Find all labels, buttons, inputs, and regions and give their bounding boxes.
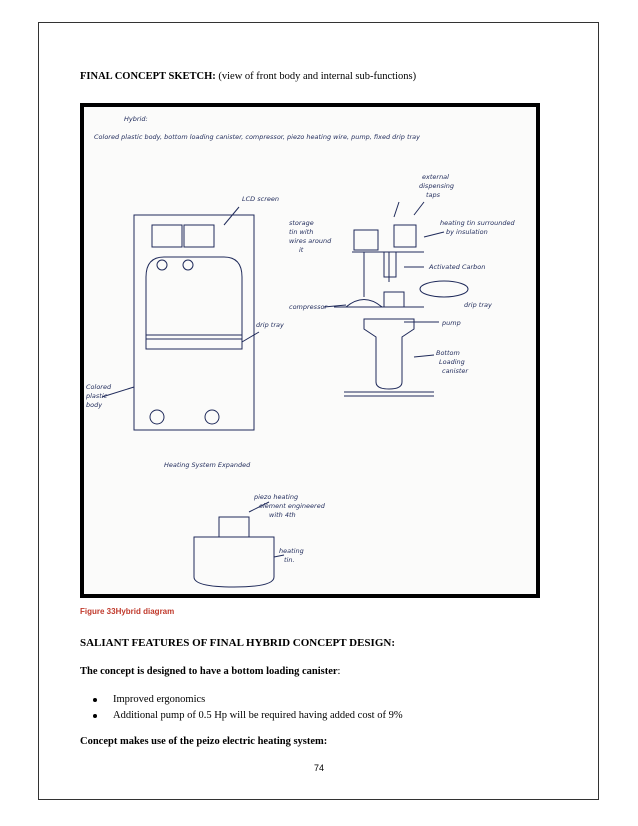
compressor-dome — [346, 300, 382, 308]
drip-tray-right — [420, 281, 468, 297]
label-taps-2: dispensing — [419, 182, 455, 190]
storage-tin — [354, 230, 378, 250]
label-heating-tin-1: heating — [279, 547, 304, 555]
heating-tin-expanded — [194, 537, 274, 587]
list-item — [93, 692, 403, 708]
paragraph-canister-tail: : — [337, 666, 341, 677]
tap-left — [157, 260, 167, 270]
hybrid-sketch — [84, 107, 536, 594]
label-storage-2: tin with — [289, 228, 314, 236]
paragraph-piezo-bold: Concept makes use of the peizo electric heating system: — [80, 736, 328, 747]
piezo-element — [219, 517, 249, 537]
activated-carbon-filter — [384, 252, 396, 277]
label-colored-body-2: plastic — [86, 392, 108, 400]
paragraph-canister-bold: The concept is designed to have a bottom loading canister — [80, 666, 338, 677]
figure-heading — [80, 71, 416, 82]
list-item-text: Additional pump of 0.5 Hp will be required having added cost of 9% — [113, 710, 403, 721]
label-pump: pump — [442, 319, 461, 327]
wheel-right — [205, 410, 219, 424]
figure-heading-bold: FINAL CONCEPT SKETCH: — [80, 71, 216, 82]
figure-caption: Figure 33Hybrid diagram — [80, 607, 175, 616]
tap-right — [183, 260, 193, 270]
label-drip-tray: drip tray — [256, 321, 284, 329]
label-colored-body-3: body — [86, 401, 103, 409]
list-item — [93, 708, 403, 724]
label-canister-2: Loading — [439, 358, 465, 366]
sketch-subtitle: Colored plastic body, bottom loading canister, compressor, piezo heating wire, pump, fixed drip tray — [94, 133, 421, 141]
label-insulation-2: by insulation — [446, 228, 488, 236]
label-compressor: compressor — [289, 303, 328, 311]
label-piezo-3: with 4th — [269, 511, 296, 519]
paragraph-piezo — [80, 736, 327, 747]
label-colored-body-1: Colored — [86, 383, 112, 391]
drip-tray — [146, 335, 242, 349]
sketch-paper — [84, 107, 536, 594]
page-number: 74 — [313, 763, 324, 773]
bottom-canister — [364, 319, 414, 389]
heating-tin — [394, 225, 416, 247]
label-storage-3: wires around — [289, 237, 332, 245]
label-drip-tray-right: drip tray — [464, 301, 492, 309]
list-item-text: Improved ergonomics — [113, 694, 206, 705]
label-taps-3: taps — [426, 191, 441, 199]
feature-list — [93, 692, 403, 724]
lcd-screen-left — [152, 225, 182, 247]
label-insulation-1: heating tin surrounded — [440, 219, 515, 227]
lcd-screen-right — [184, 225, 214, 247]
wheel-left — [150, 410, 164, 424]
label-heating-expanded: Heating System Expanded — [164, 461, 251, 469]
bullet-icon — [93, 698, 97, 702]
section-heading: SALIANT FEATURES OF FINAL HYBRID CONCEPT DESIGN: — [80, 637, 395, 649]
figure-heading-rest: (view of front body and internal sub-functions) — [215, 71, 417, 82]
paragraph-canister — [80, 666, 340, 677]
label-activated-carbon: Activated Carbon — [429, 263, 486, 271]
hybrid-sketch-figure — [80, 103, 540, 598]
label-storage-4: it — [299, 246, 304, 254]
label-heating-tin-2: tin. — [284, 556, 295, 564]
pump-box — [384, 292, 404, 307]
label-taps-1: external — [422, 173, 449, 181]
label-piezo-2: element engineered — [259, 502, 325, 510]
label-canister-1: Bottom — [436, 349, 460, 357]
label-lcd: LCD screen — [242, 195, 279, 203]
bullet-icon — [93, 714, 97, 718]
label-storage-1: storage — [289, 219, 314, 227]
label-canister-3: canister — [442, 367, 469, 375]
label-piezo-1: piezo heating — [254, 493, 299, 501]
sketch-title: Hybrid: — [124, 115, 148, 123]
